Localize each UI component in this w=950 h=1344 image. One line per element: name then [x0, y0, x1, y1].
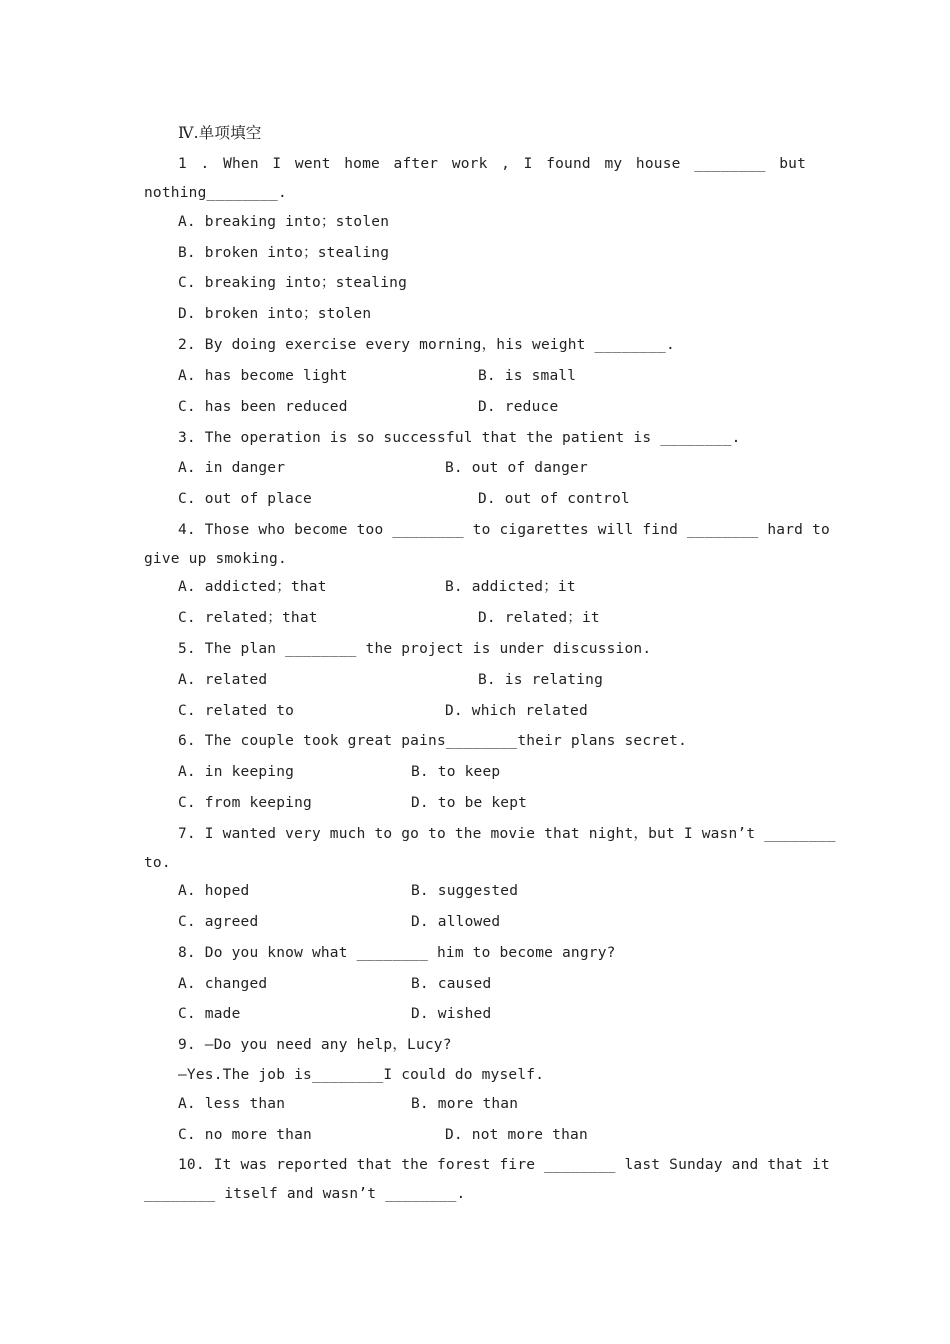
question-1-option-c: C. breaking into；stealing — [178, 275, 408, 291]
question-6-stem: 6. The couple took great pains________their plans secret. — [178, 733, 687, 749]
question-2-option-c: C. has been reduced — [178, 399, 348, 415]
question-5-option-a: A. related — [178, 672, 268, 688]
question-2-option-a: A. has become light — [178, 368, 348, 384]
question-6-option-b: B. to keep — [411, 764, 501, 780]
question-9-option-b: B. more than — [411, 1096, 519, 1112]
question-2-stem: 2. By doing exercise every morning，his weight ________. — [178, 337, 675, 353]
question-8-stem: 8. Do you know what ________ him to become angry? — [178, 945, 616, 961]
question-3-option-b: B. out of danger — [445, 460, 588, 476]
question-4-option-c: C. related；that — [178, 610, 318, 626]
question-1-option-d: D. broken into；stolen — [178, 306, 372, 322]
question-7-option-c: C. agreed — [178, 914, 259, 930]
question-7-option-d: D. allowed — [411, 914, 501, 930]
question-4-option-b: B. addicted；it — [445, 579, 576, 595]
question-5-option-c: C. related to — [178, 703, 295, 719]
question-3-option-c: C. out of place — [178, 491, 312, 507]
question-1-option-a: A. breaking into；stolen — [178, 214, 390, 230]
question-7-option-a: A. hoped — [178, 883, 250, 899]
question-1-option-b: B. broken into；stealing — [178, 245, 390, 261]
question-10-stem-cont: ________ itself and wasn’t ________. — [144, 1186, 466, 1202]
section-heading: Ⅳ.单项填空 — [178, 124, 262, 142]
question-9-option-a: A. less than — [178, 1096, 286, 1112]
question-3-option-a: A. in danger — [178, 460, 286, 476]
question-6-option-a: A. in keeping — [178, 764, 295, 780]
question-8-option-b: B. caused — [411, 976, 492, 992]
question-9-stem: 9. —Do you need any help，Lucy? — [178, 1037, 452, 1053]
question-4-stem: 4. Those who become too ________ to cigarettes will find ________ hard to — [178, 522, 830, 538]
question-5-option-b: B. is relating — [478, 672, 604, 688]
question-1-stem-cont: nothing________. — [144, 185, 287, 201]
question-8-option-d: D. wished — [411, 1006, 492, 1022]
question-9-option-c: C. no more than — [178, 1127, 312, 1143]
question-6-option-c: C. from keeping — [178, 795, 312, 811]
question-9-option-d: D. not more than — [445, 1127, 588, 1143]
question-7-stem-cont: to. — [144, 855, 171, 871]
question-3-stem: 3. The operation is so successful that the patient is ________. — [178, 430, 741, 446]
question-8-option-a: A. changed — [178, 976, 268, 992]
question-4-option-a: A. addicted；that — [178, 579, 327, 595]
question-9-stem-reply: —Yes.The job is________I could do myself. — [178, 1067, 545, 1083]
question-5-stem: 5. The plan ________ the project is under discussion. — [178, 641, 652, 657]
question-6-option-d: D. to be kept — [411, 795, 528, 811]
question-2-option-d: D. reduce — [478, 399, 559, 415]
question-10-stem: 10. It was reported that the forest fire ________ last Sunday and that it — [178, 1157, 830, 1173]
question-3-option-d: D. out of control — [478, 491, 630, 507]
question-4-stem-cont: give up smoking. — [144, 551, 287, 567]
question-8-option-c: C. made — [178, 1006, 241, 1022]
question-2-option-b: B. is small — [478, 368, 577, 384]
question-4-option-d: D. related；it — [478, 610, 600, 626]
question-7-option-b: B. suggested — [411, 883, 519, 899]
question-1-stem: 1 . When I went home after work , I found my house ________ but — [178, 156, 806, 172]
question-7-stem: 7. I wanted very much to go to the movie that night，but I wasn’t ________ — [178, 826, 836, 842]
question-5-option-d: D. which related — [445, 703, 588, 719]
